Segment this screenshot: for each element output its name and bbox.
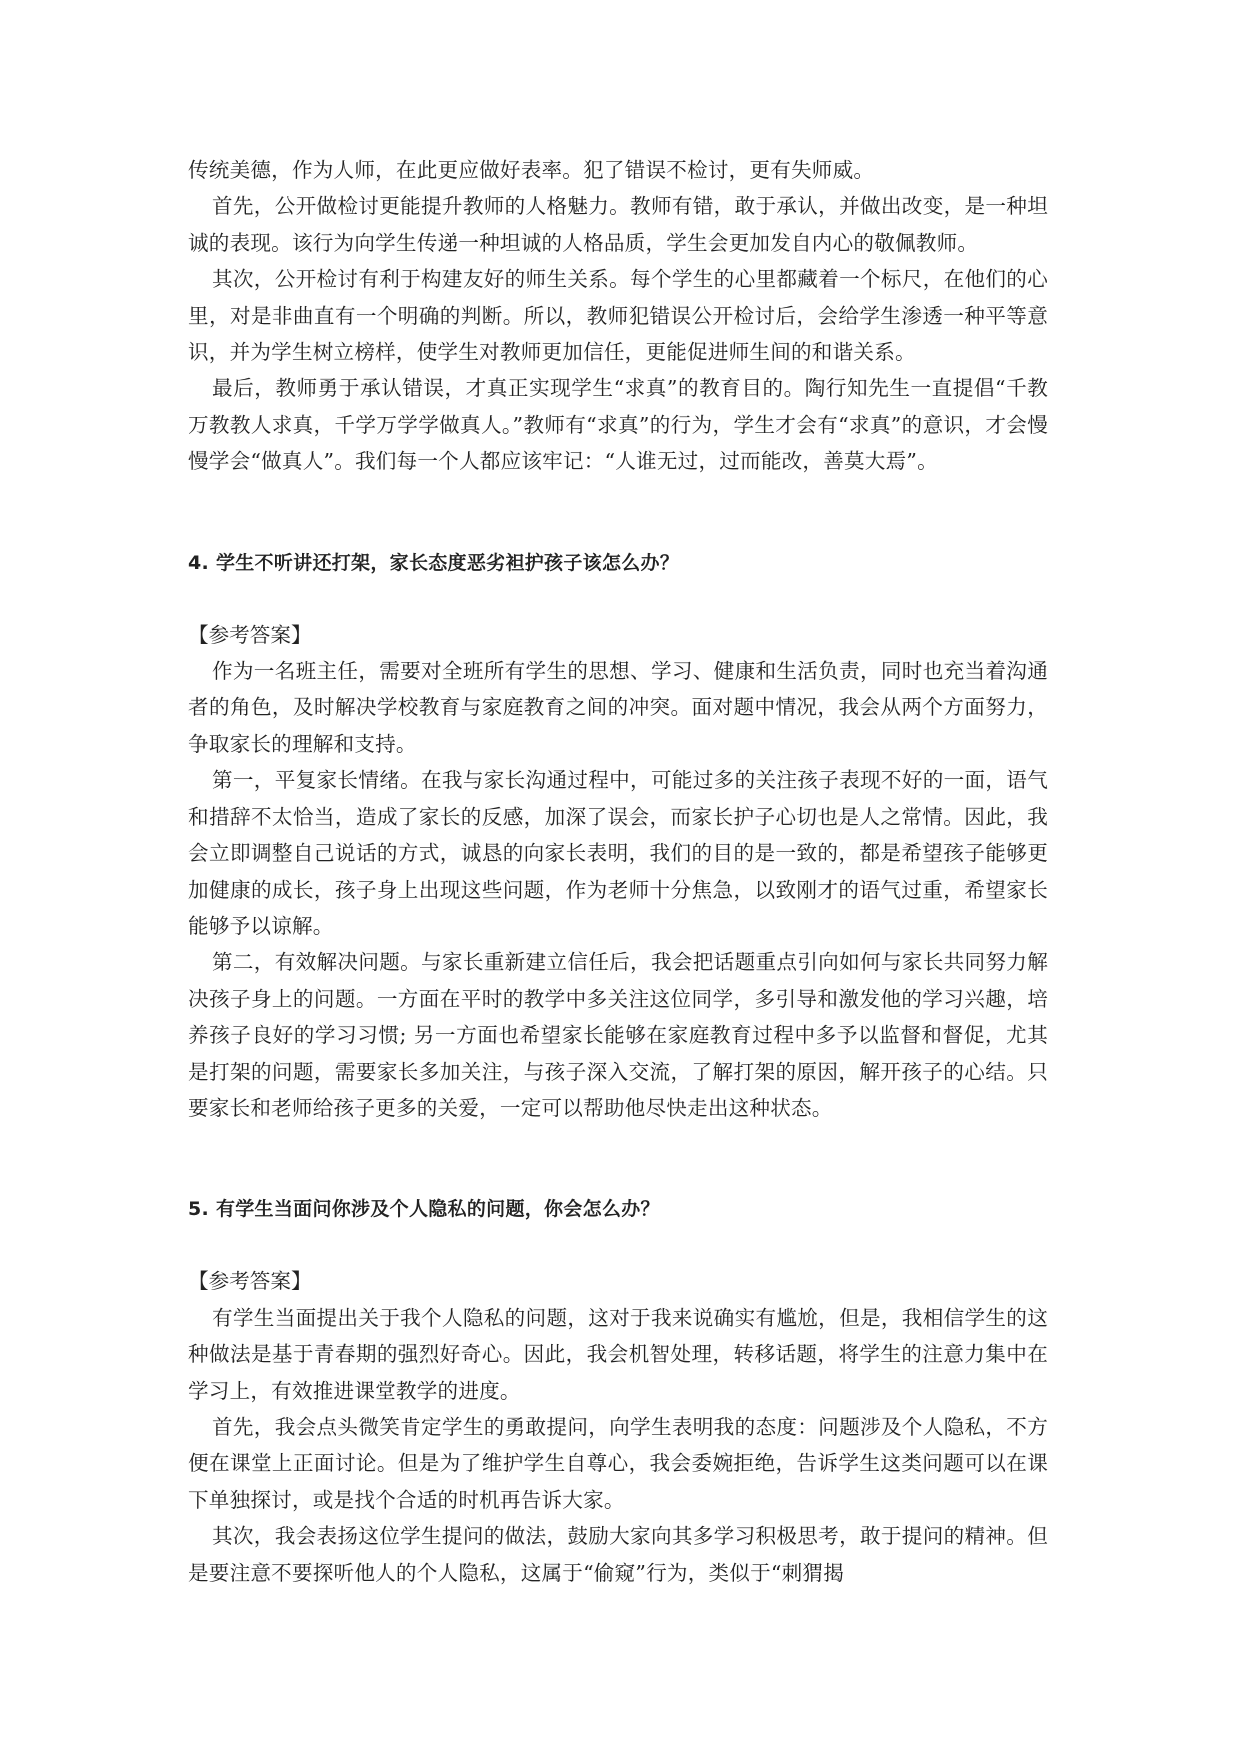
paragraph: 其次，我会表扬这位学生提问的做法，鼓励大家向其多学习积极思考，敢于提问的精神。但是要注意不要探听他人的个人隐私，这属于“偷窥”行为，类似于“刺猬揭 — [188, 1524, 1048, 1585]
paragraph: 首先，公开做检讨更能提升教师的人格魅力。教师有错，敢于承认，并做出改变，是一种坦诚的表现。该行为向学生传递一种坦诚的人格品质，学生会更加发自内心的敬佩教师。 — [188, 194, 1048, 255]
spacer — [188, 480, 1048, 545]
spacer — [188, 581, 1048, 617]
section-previous-answer — [188, 152, 1048, 480]
paragraph: 最后，教师勇于承认错误，才真正实现学生“求真”的教育目的。陶行知先生一直提倡“千教万教教人求真，千学万学学做真人。”教师有“求真”的行为，学生才会有“求真”的意识，才会慢慢学会“做真人”。我们每一个人都应该牢记：“人谁无过，过而能改，善莫大焉”。 — [188, 376, 1048, 474]
paragraph: 作为一名班主任，需要对全班所有学生的思想、学习、健康和生活负责，同时也充当着沟通者的角色，及时解决学校教育与家庭教育之间的冲突。面对题中情况，我会从两个方面努力，争取家长的理解和支持。 — [188, 659, 1048, 756]
paragraph: 有学生当面提出关于我个人隐私的问题，这对于我来说确实有尴尬，但是，我相信学生的这种做法是基于青春期的强烈好奇心。因此，我会机智处理，转移话题，将学生的注意力集中在学习上，有效推进课堂教学的进度。 — [188, 1305, 1048, 1403]
answer-label: 【参考答案】 — [188, 622, 312, 647]
paragraph: 传统美德，作为人师，在此更应做好表率。犯了错误不检讨，更有失师威。 — [188, 158, 875, 182]
question-5-title: 5. 有学生当面问你涉及个人隐私的问题，你会怎么办？ — [188, 1198, 660, 1221]
paragraph: 首先，我会点头微笑肯定学生的勇敢提问，向学生表明我的态度：问题涉及个人隐私，不方便在课堂上正面讨论。但是为了维护学生自尊心，我会委婉拒绝，告诉学生这类问题可以在课下单独探讨，或是找个合适的时机再告诉大家。 — [188, 1414, 1048, 1512]
section-question-4 — [188, 545, 1048, 1127]
spacer — [188, 1227, 1048, 1263]
section-question-5 — [188, 1191, 1048, 1591]
paragraph: 其次，公开检讨有利于构建友好的师生关系。每个学生的心里都藏着一个标尺，在他们的心里，对是非曲直有一个明确的判断。所以，教师犯错误公开检讨后，会给学生渗透一种平等意识，并为学生树立榜样，使学生对教师更加信任，更能促进师生间的和谐关系。 — [188, 267, 1048, 365]
paragraph: 第二，有效解决问题。与家长重新建立信任后，我会把话题重点引向如何与家长共同努力解决孩子身上的问题。一方面在平时的教学中多关注这位同学，多引导和激发他的学习兴趣，培养孩子良好的学习习惯; 另一方面也希望家长能够在家庭教育过程中多予以监督和督促，尤其是打架的问题，需要家长多加关注，与孩子深入交流，了解打架的原因，解开孩子的心结。只要家长和老师给孩子更多的关爱，一定可以帮助他尽快走出这种状态。 — [188, 950, 1048, 1120]
spacer — [188, 1126, 1048, 1191]
question-4-title: 4. 学生不听讲还打架，家长态度恶劣袒护孩子该怎么办？ — [188, 551, 680, 574]
document-body — [188, 152, 1048, 1591]
paragraph: 第一，平复家长情绪。在我与家长沟通过程中，可能过多的关注孩子表现不好的一面，语气和措辞不太恰当，造成了家长的反感，加深了误会，而家长护子心切也是人之常情。因此，我会立即调整自己说话的方式，诚恳的向家长表明，我们的目的是一致的，都是希望孩子能够更加健康的成长，孩子身上出现这些问题，作为老师十分焦急，以致刚才的语气过重，希望家长能够予以谅解。 — [188, 768, 1048, 938]
answer-label: 【参考答案】 — [188, 1269, 312, 1294]
